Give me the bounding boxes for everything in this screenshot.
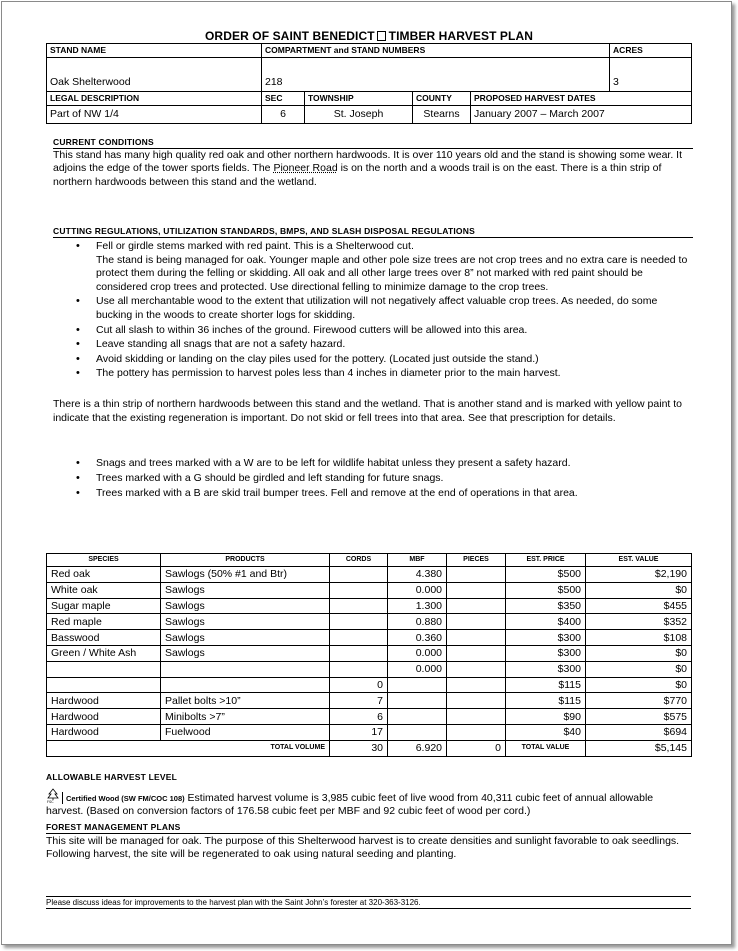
cell-product [161, 677, 330, 693]
cell-value: $108 [586, 630, 692, 646]
table-row [47, 567, 692, 583]
cell-mbf: 1.300 [388, 598, 447, 614]
cell-value: $0 [586, 645, 692, 661]
cell-mbf: 4.380 [388, 567, 447, 583]
cell-species: Hardwood [47, 724, 161, 740]
table-row [47, 709, 692, 725]
list-item: • Fell or girdle stems marked with red paint. This is a Shelterwood cut. The stand is being managed for oak. Younger maple and other pole size trees are not crop trees and no extra care is needed to protect them during the felling or skidding. All oak and all other large trees over 8” not marked with red paint should be considered crop trees and protected. Use directional felling to minimize damage to the crop trees. [53, 240, 693, 294]
cell-price: $300 [506, 661, 586, 677]
list-item: • Leave standing all snags that are not a safety hazard. [53, 338, 693, 352]
allowable-harvest-section [46, 772, 691, 818]
township-value: St. Joseph [305, 106, 413, 124]
table-row [47, 598, 692, 614]
col-mbf: MBF [388, 554, 447, 567]
legal-value: Part of NW 1/4 [47, 106, 262, 124]
cell-price: $300 [506, 630, 586, 646]
cell-cords: 0 [330, 677, 388, 693]
col-species: SPECIES [47, 554, 161, 567]
table-row [47, 661, 692, 677]
cell-pieces [447, 582, 506, 598]
cell-mbf [388, 709, 447, 725]
compartment-label: COMPARTMENT and STAND NUMBERS [262, 44, 610, 58]
current-conditions-text: This stand has many high quality red oak and other northern hardwoods. It is over 110 years old and the stand is showing some wear. It adjoins the edge of the tower sports fields. The Pioneer Road is on the north and a woods trail is on the east. There is a thin strip of northern hardwoods between this stand and the wetland. [53, 149, 682, 188]
cell-species: Green / White Ash [47, 645, 161, 661]
table-row [47, 724, 692, 740]
cell-pieces [447, 645, 506, 661]
cell-price: $500 [506, 567, 586, 583]
cell-pieces [447, 614, 506, 630]
col-pieces: PIECES [447, 554, 506, 567]
table-row [47, 645, 692, 661]
col-products: PRODUCTS [161, 554, 330, 567]
certified-wood-label: Certified Wood (SW FM/COC 108) [66, 794, 185, 803]
cell-product: Fuelwood [161, 724, 330, 740]
cell-cords [330, 567, 388, 583]
cell-value: $2,190 [586, 567, 692, 583]
cell-price: $115 [506, 693, 586, 709]
cell-pieces [447, 677, 506, 693]
cell-price: $400 [506, 614, 586, 630]
total-value-label: TOTAL VALUE [506, 740, 586, 756]
cell-cords [330, 614, 388, 630]
cell-cords [330, 645, 388, 661]
cell-species: Red oak [47, 567, 161, 583]
stand-header-table [46, 43, 692, 124]
cell-cords [330, 630, 388, 646]
cell-species: Hardwood [47, 709, 161, 725]
stand-name-label: STAND NAME [47, 44, 262, 58]
total-pieces: 0 [447, 740, 506, 756]
county-label: COUNTY [413, 92, 471, 106]
cell-product: Sawlogs [161, 645, 330, 661]
cell-cords [330, 598, 388, 614]
footer-note: Please discuss ideas for improvements to the harvest plan with the Saint John’s forester at 320-363-3126. [46, 896, 691, 909]
title-left: ORDER OF SAINT BENEDICT [205, 29, 375, 43]
table-row [47, 614, 692, 630]
list-item-detail: The stand is being managed for oak. Younger maple and other pole size trees are not crop trees and no extra care is needed to protect them during the felling or skidding. All oak and all other large trees over 8” not marked with red paint should be considered crop trees and protected. Use directional felling to minimize damage to the crop trees. [96, 253, 688, 293]
cell-product: Minibolts >7” [161, 709, 330, 725]
cell-value: $0 [586, 661, 692, 677]
management-heading: FOREST MANAGEMENT PLANS [46, 822, 691, 834]
list-item: • Avoid skidding or landing on the clay piles used for the pottery. (Located just outside the stand.) [53, 353, 693, 367]
checkbox-glyph-icon [377, 31, 386, 41]
marking-codes-list [53, 456, 693, 501]
cell-pieces [447, 709, 506, 725]
management-text: This site will be managed for oak. The purpose of this Shelterwood harvest is to create densities and sunlight favorable to oak seedlings. Following harvest, the site will be regenerated to oak using natural seeding and planting. [46, 835, 680, 861]
cell-value: $694 [586, 724, 692, 740]
dates-label: PROPOSED HARVEST DATES [471, 92, 692, 106]
list-item: • The pottery has permission to harvest poles less than 4 inches in diameter prior to the main harvest. [53, 367, 693, 381]
cell-species: Red maple [47, 614, 161, 630]
cell-product: Sawlogs [161, 598, 330, 614]
cell-mbf: 0.360 [388, 630, 447, 646]
cell-pieces [447, 598, 506, 614]
cutting-heading: CUTTING REGULATIONS, UTILIZATION STANDARDS, BMPS, AND SLASH DISPOSAL REGULATIONS [53, 226, 693, 238]
allowable-text: FSC Certified Wood (SW FM/COC 108) Estimated harvest volume is 3,985 cubic feet of live wood from 40,311 cubic feet of annual allowable harvest. (Based on conversion factors of 176.58 cubic feet per MBF and 92 cubic feet of wood per cord.) [46, 788, 691, 818]
col-cords: CORDS [330, 554, 388, 567]
cell-product: Pallet bolts >10” [161, 693, 330, 709]
cell-cords: 7 [330, 693, 388, 709]
cell-value: $0 [586, 582, 692, 598]
cell-value: $770 [586, 693, 692, 709]
current-conditions-section [53, 137, 693, 189]
allowable-heading: ALLOWABLE HARVEST LEVEL [46, 772, 178, 782]
forest-management-section [46, 822, 691, 862]
cutting-rules-list [53, 240, 693, 294]
county-value: Stearns [413, 106, 471, 124]
cell-cords [330, 582, 388, 598]
cell-value: $0 [586, 677, 692, 693]
cell-product: Sawlogs (50% #1 and Btr) [161, 567, 330, 583]
list-item: • Snags and trees marked with a W are to be left for wildlife habitat unless they present a safety hazard. [53, 456, 693, 471]
sec-value: 6 [262, 106, 305, 124]
table-row [47, 677, 692, 693]
table-row [47, 582, 692, 598]
cell-cords: 17 [330, 724, 388, 740]
cell-price: $500 [506, 582, 586, 598]
cell-value: $352 [586, 614, 692, 630]
cell-product: Sawlogs [161, 630, 330, 646]
cell-pieces [447, 630, 506, 646]
cell-pieces [447, 724, 506, 740]
cell-mbf: 0.000 [388, 661, 447, 677]
cell-mbf [388, 677, 447, 693]
cell-pieces [447, 661, 506, 677]
cell-value: $575 [586, 709, 692, 725]
total-cords: 30 [330, 740, 388, 756]
road-name: Pioneer Road [273, 162, 338, 175]
cell-species: Sugar maple [47, 598, 161, 614]
cell-price: $40 [506, 724, 586, 740]
cell-product: Sawlogs [161, 582, 330, 598]
stand-name-value: Oak Shelterwood [47, 58, 262, 92]
wetland-paragraph: There is a thin strip of northern hardwoods between this stand and the wetland. That is another stand and is marked with yellow paint to indicate that the existing regeneration is important. Do not skid or fell trees into that area. See that prescription for details. [53, 397, 683, 424]
page-title [0, 29, 738, 43]
cell-mbf: 0.880 [388, 614, 447, 630]
cell-mbf [388, 693, 447, 709]
totals-row [47, 740, 692, 756]
cell-mbf: 0.000 [388, 582, 447, 598]
col-est-price: EST. PRICE [506, 554, 586, 567]
harvest-volume-table [46, 553, 692, 757]
list-item: • Trees marked with a G should be girdled and left standing for future snags. [53, 471, 693, 486]
cell-price: $350 [506, 598, 586, 614]
cell-value: $455 [586, 598, 692, 614]
current-conditions-heading: CURRENT CONDITIONS [53, 137, 693, 149]
table-row [47, 630, 692, 646]
list-item: • Trees marked with a B are skid trail bumper trees. Fell and remove at the end of operations in that area. [53, 486, 693, 501]
cell-mbf: 0.000 [388, 645, 447, 661]
cell-product [161, 661, 330, 677]
cell-species [47, 661, 161, 677]
cell-price: $115 [506, 677, 586, 693]
cell-species: Hardwood [47, 693, 161, 709]
cell-cords: 6 [330, 709, 388, 725]
dates-value: January 2007 – March 2007 [471, 106, 692, 124]
cell-product: Sawlogs [161, 614, 330, 630]
township-label: TOWNSHIP [305, 92, 413, 106]
acres-value: 3 [610, 58, 692, 92]
col-est-value: EST. VALUE [586, 554, 692, 567]
total-value: $5,145 [586, 740, 692, 756]
cell-pieces [447, 567, 506, 583]
legal-label: LEGAL DESCRIPTION [47, 92, 262, 106]
total-volume-label: TOTAL VOLUME [161, 740, 330, 756]
cell-species: Basswood [47, 630, 161, 646]
cell-price: $90 [506, 709, 586, 725]
total-mbf: 6.920 [388, 740, 447, 756]
cell-price: $300 [506, 645, 586, 661]
cell-species: White oak [47, 582, 161, 598]
fsc-logo-text: FSC [47, 800, 54, 803]
cell-cords [330, 661, 388, 677]
list-item: • Cut all slash to within 36 inches of the ground. Firewood cutters will be allowed into this area. [53, 324, 693, 338]
table-row [47, 693, 692, 709]
cell-mbf [388, 724, 447, 740]
title-right: TIMBER HARVEST PLAN [388, 29, 533, 43]
sec-label: SEC [262, 92, 305, 106]
fsc-tree-logo-icon [46, 788, 60, 803]
acres-label: ACRES [610, 44, 692, 58]
cutting-rules-list-2 [53, 295, 693, 381]
cutting-regulations-section [53, 226, 693, 501]
table-header-row [47, 554, 692, 567]
cell-pieces [447, 693, 506, 709]
list-item: • Use all merchantable wood to the extent that utilization will not negatively affect valuable crop trees. As needed, do some bucking in the woods to create shorter logs for skidding. [53, 295, 693, 322]
compartment-value: 218 [262, 58, 610, 92]
cell-species [47, 677, 161, 693]
